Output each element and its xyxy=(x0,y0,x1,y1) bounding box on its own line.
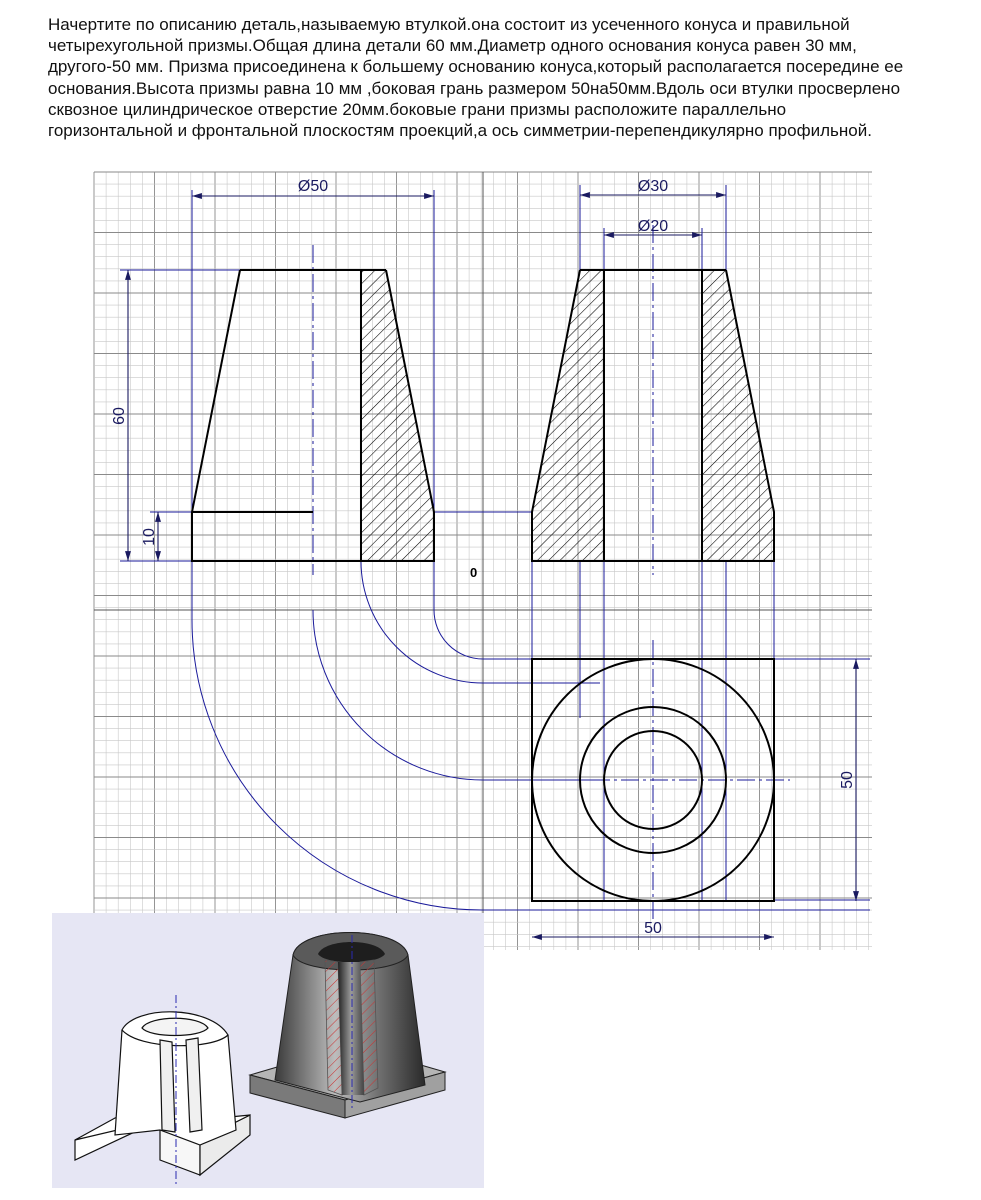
profile-left-hatch xyxy=(532,270,604,561)
dim-plan-width-50: 50 xyxy=(644,920,662,937)
dim-diameter-20: Ø20 xyxy=(637,218,669,235)
task-line: сквозное цилиндрическое отверстие 20мм.боковые грани призмы расположите параллельно xyxy=(48,99,787,119)
task-line: Начертите по описанию деталь,называемую втулкой.она состоит из усеченного конуса и правильной xyxy=(48,15,850,34)
dim-plan-height-50: 50 xyxy=(839,771,856,789)
task-line: основания.Высота призмы равна 10 мм ,боковая грань размером 50на50мм.Вдоль оси втулки просверлено xyxy=(48,78,901,98)
front-section-hatch xyxy=(361,270,434,561)
dim-height-10: 10 xyxy=(141,528,158,546)
task-line: горизонтальной и фронтальной плоскостям проекций,а ось симметрии-перепендикулярно профильной. xyxy=(48,121,872,141)
dim-height-60: 60 xyxy=(111,407,128,425)
isometric-illustration xyxy=(52,913,484,1188)
origin-label: 0 xyxy=(470,565,478,580)
dim-diameter-30: Ø30 xyxy=(637,178,669,195)
dim-diameter-50: Ø50 xyxy=(297,178,329,195)
task-line: другого-50 мм. Призма присоединена к большему основанию конуса,который располагается посередине ее xyxy=(48,57,904,77)
task-line: четырехугольной призмы.Общая длина детали 60 мм.Диаметр одного основания конуса равен 30 мм, xyxy=(48,36,857,56)
profile-right-hatch xyxy=(702,270,774,561)
